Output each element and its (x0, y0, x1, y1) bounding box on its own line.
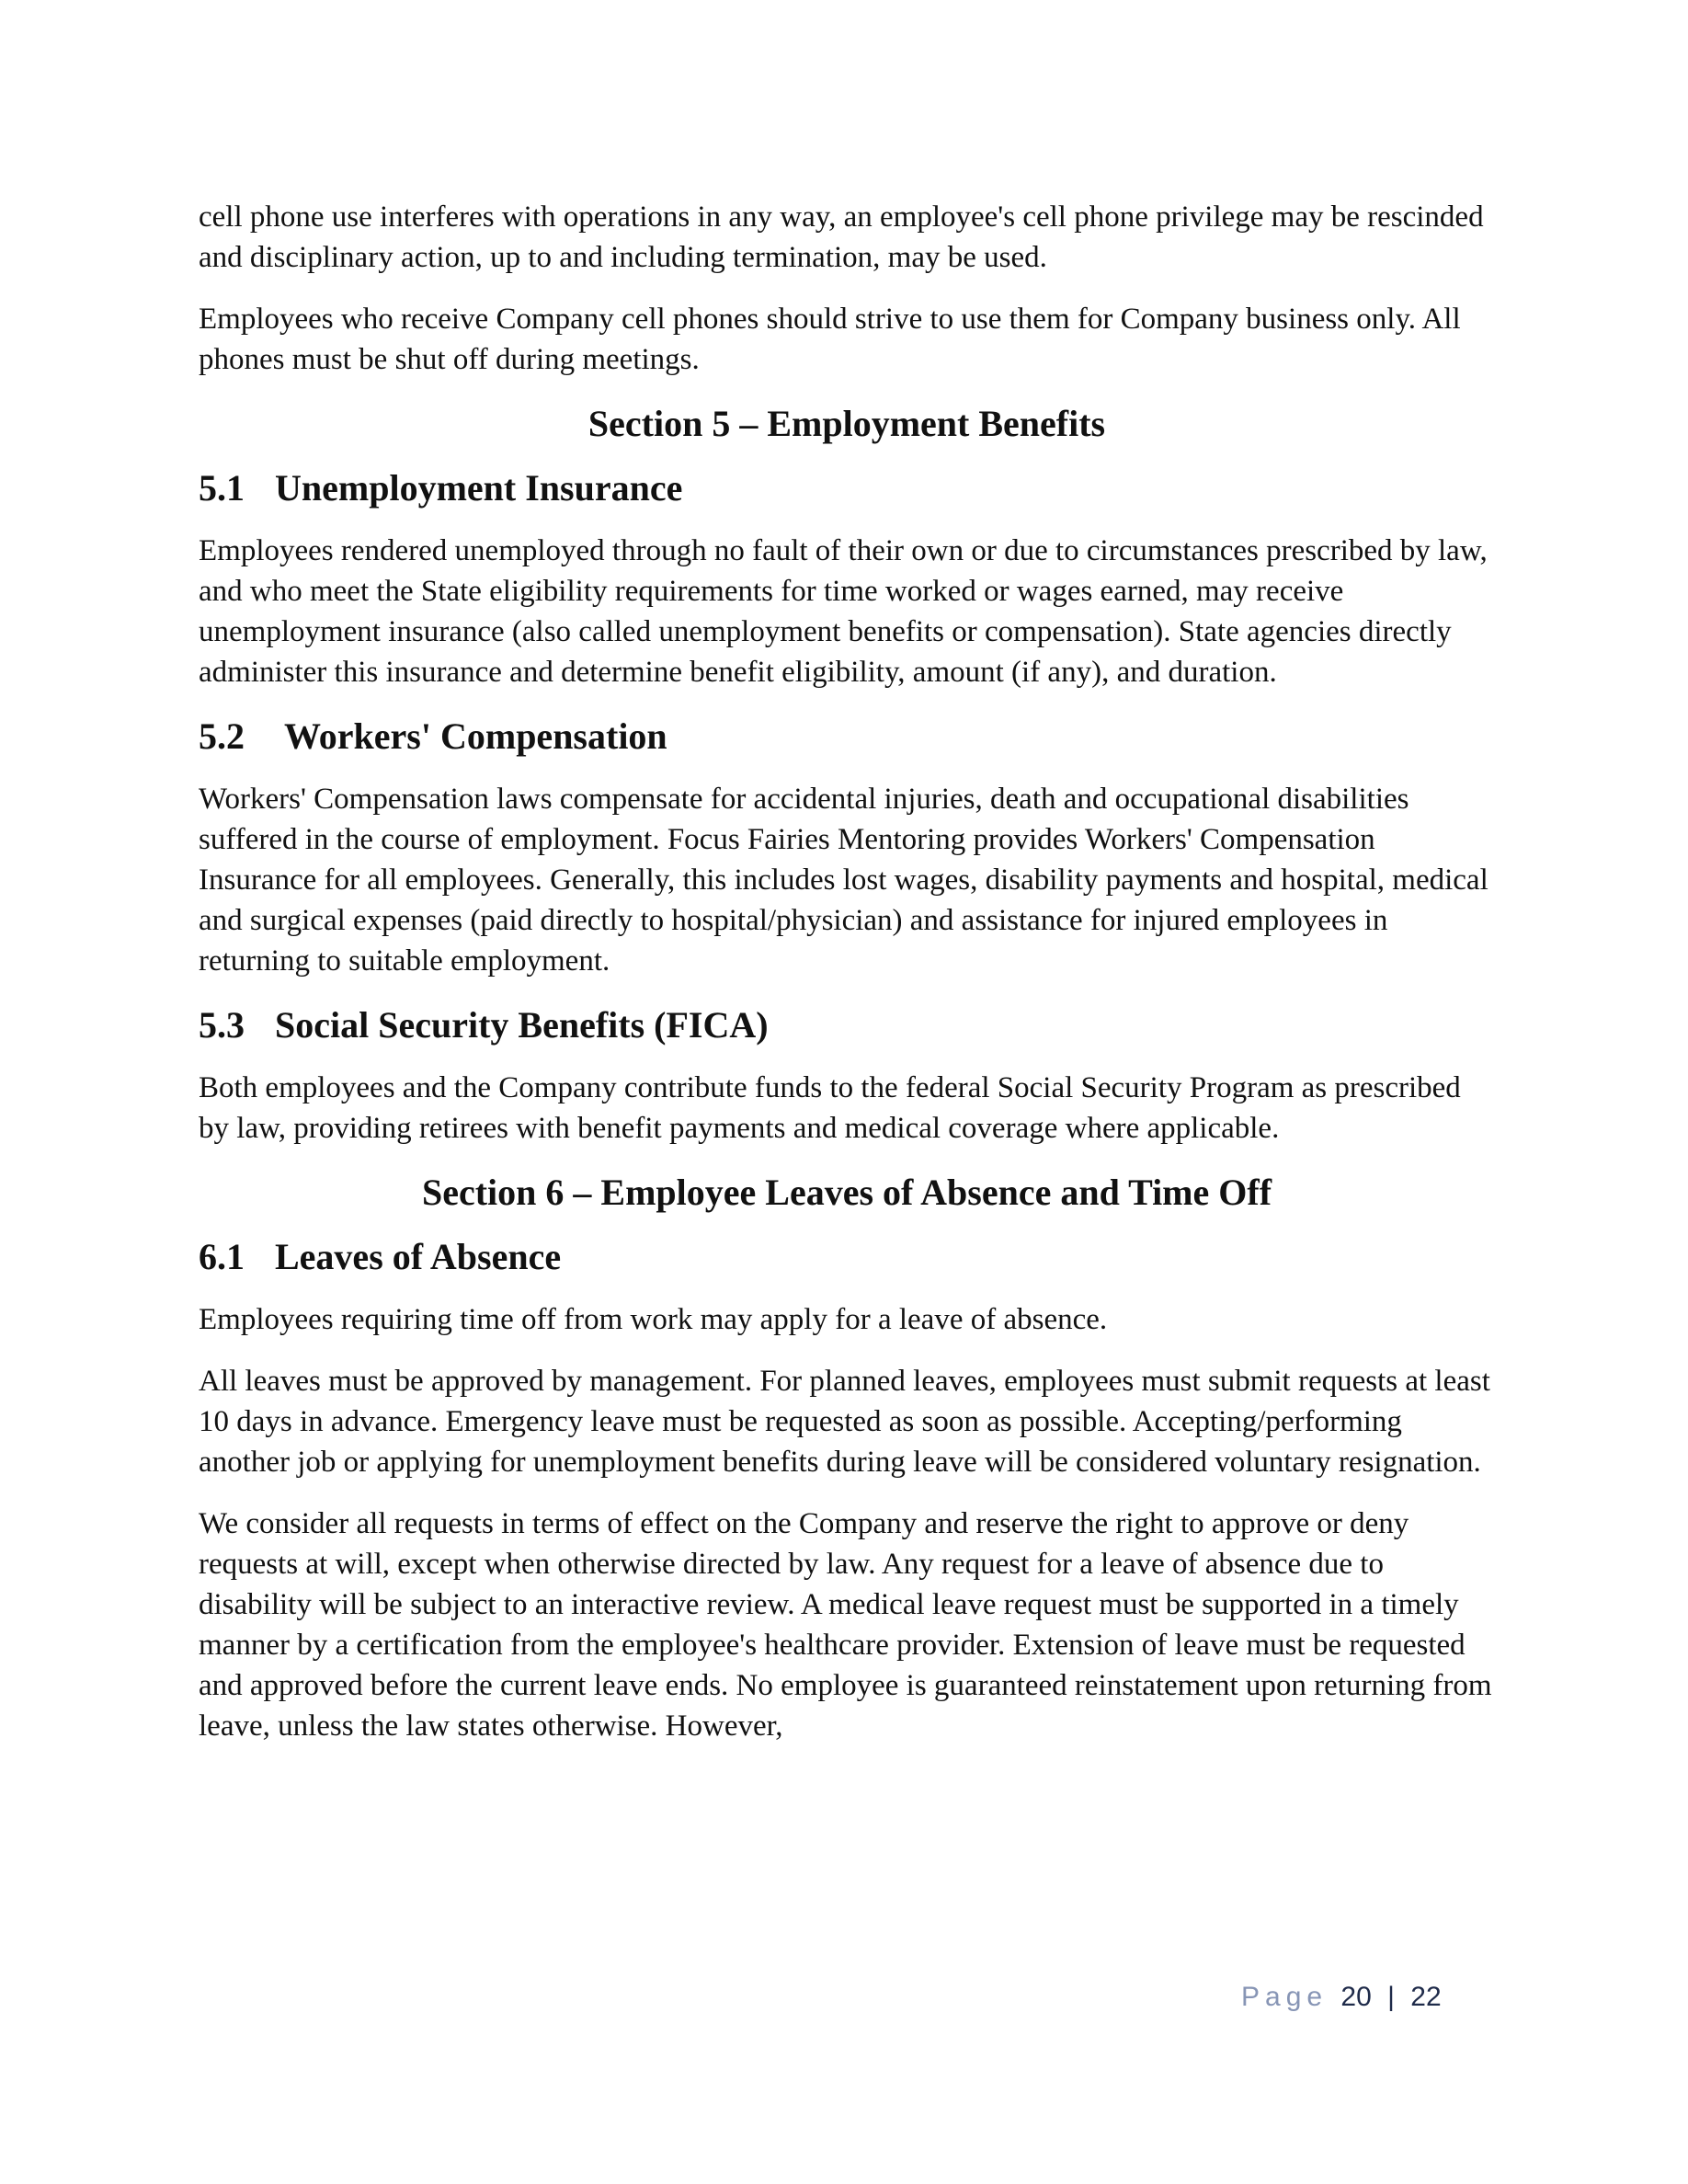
intro-paragraph-2: Employees who receive Company cell phones should strive to use them for Company business only. All phones must be shut off during meetings. (199, 303, 1461, 376)
page-separator: | (1387, 1982, 1395, 2012)
subsection-number: 6.1 (199, 1236, 245, 1277)
subsection-title: Leaves of Absence (275, 1236, 562, 1277)
subsection-6-1-paragraph-1: Employees requiring time off from work may apply for a leave of absence. (199, 1303, 1108, 1336)
subsection-5-1-text: Employees rendered unemployed through no fault of their own or due to circumstances prescribed by law, and who meet the State eligibility requirements for time worked or wages earned, may receive unemployment insurance (also called unemployment benefits or compensation). State agencies directly administer this insurance and determine benefit eligibility, amount (if any), and duration. (199, 534, 1488, 689)
subsection-number: 5.3 (199, 1004, 245, 1046)
page-label: Page (1241, 1982, 1329, 2012)
current-page-number: 20 (1340, 1982, 1372, 2012)
subsection-6-1-paragraph-2: All leaves must be approved by management. For planned leaves, employees must submit requests at least 10 days in advance. Emergency leave must be requested as soon as possible. Accepting/performing another job or applying for unemployment benefits during leave will be considered voluntary resignation. (199, 1365, 1490, 1479)
section-6-title: Section 6 – Employee Leaves of Absence and Time Off (421, 1172, 1272, 1213)
subsection-5-1-heading (199, 465, 1495, 511)
section-5-title: Section 5 – Employment Benefits (587, 403, 1106, 444)
subsection-title: Workers' Compensation (284, 715, 667, 757)
subsection-6-1-paragraph-3: We consider all requests in terms of effect on the Company and reserve the right to approve or deny requests at will, except when otherwise directed by law. Any request for a leave of absence due to disability will be subject to an interactive review. A medical leave request must be supported in a timely manner by a certification from the employee's healthcare provider. Extension of leave must be requested and approved before the current leave ends. No employee is guaranteed reinstatement upon returning from leave, unless the law states otherwise. However, (199, 1507, 1492, 1743)
subsection-5-2-heading (199, 714, 1495, 760)
subsection-6-1-heading (199, 1234, 1495, 1280)
page-content (199, 197, 1495, 1767)
subsection-title: Unemployment Insurance (275, 467, 683, 509)
total-pages-number: 22 (1410, 1982, 1442, 2012)
subsection-5-3-heading (199, 1002, 1495, 1048)
subsection-5-3-text: Both employees and the Company contribute funds to the federal Social Security Program as prescribed by law, providing retirees with benefit payments and medical coverage where applicable. (199, 1071, 1461, 1145)
subsection-number: 5.2 (199, 715, 245, 757)
page-footer (1241, 1981, 1442, 2014)
intro-paragraph-1: cell phone use interferes with operations in any way, an employee's cell phone privilege may be rescinded and disciplinary action, up to and including termination, may be used. (199, 200, 1484, 274)
subsection-number: 5.1 (199, 467, 245, 509)
subsection-5-2-text: Workers' Compensation laws compensate for accidental injuries, death and occupational disabilities suffered in the course of employment. Focus Fairies Mentoring provides Workers' Compensation Insurance for all employees. Generally, this includes lost wages, disability payments and hospital, medical and surgical expenses (paid directly to hospital/physician) and assistance for injured employees in returning to suitable employment. (199, 783, 1488, 978)
subsection-title: Social Security Benefits (FICA) (275, 1004, 769, 1046)
